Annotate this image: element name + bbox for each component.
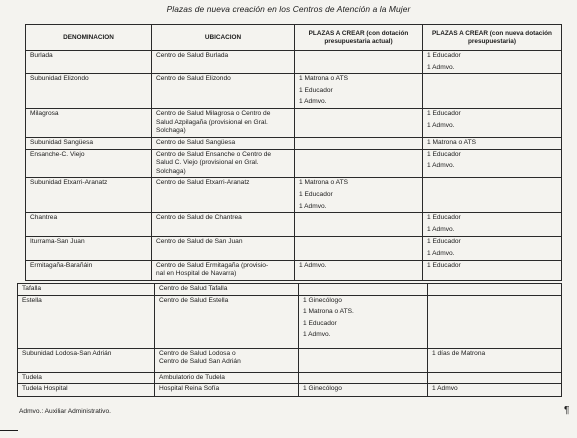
cell-line: Solchaga) <box>156 127 186 135</box>
cell-line: 1 Ginecólogo <box>303 385 342 393</box>
cell-line: Centro de Salud Sangüesa <box>156 138 236 146</box>
cell-denominacion: Estella <box>18 295 155 348</box>
table-row <box>26 74 562 109</box>
cell-ubicacion <box>155 348 299 372</box>
cell-line: Hospital Reina Sofía <box>159 385 220 393</box>
cell-plazas-actual <box>299 348 428 372</box>
cell-plazas-nueva <box>423 109 562 138</box>
footnote: Admvo.: Auxiliar Administrativo. <box>19 408 111 415</box>
cell-ubicacion <box>152 74 295 109</box>
table-row <box>26 149 562 178</box>
cell-ubicacion <box>155 372 299 384</box>
cell-line: 1 Admvo. <box>427 63 455 71</box>
cell-line: Centro de Salud de San Juan <box>156 238 243 246</box>
cell-plazas-actual <box>295 213 423 237</box>
cell-plazas-actual <box>295 260 423 280</box>
cell-denominacion: Subunidad Lodosa-San Adrián <box>18 348 155 372</box>
table-row <box>26 237 562 260</box>
cell-line: Centro de Salud Etxarri-Aranatz <box>156 179 250 187</box>
cell-plazas-actual <box>295 51 423 74</box>
cell-line: Centro de Salud Elizondo <box>156 75 231 83</box>
cell-plazas-nueva <box>428 295 562 348</box>
cell-plazas-nueva <box>423 137 562 149</box>
cell-line: Ambulatorio de Tudela <box>159 373 225 381</box>
table-row <box>26 137 562 149</box>
margin-rule <box>0 430 18 431</box>
cell-plazas-nueva <box>428 384 562 397</box>
cell-line: 1 Educador <box>427 110 461 118</box>
cell-line: Centro de Salud Ermitagaña (provisio- <box>156 261 269 269</box>
cell-line: 1 Admvo. <box>299 261 327 269</box>
cell-denominacion: Chantrea <box>26 213 152 237</box>
cell-line: 1 Educador <box>427 52 461 59</box>
table-row <box>18 295 562 348</box>
cell-denominacion: Iturrama-San Juan <box>26 237 152 260</box>
cell-line: 1 Educador <box>299 86 333 94</box>
cell-denominacion: Ermitagaña-Barañáin <box>26 260 152 280</box>
cell-line: Salud Azpilagaña (provisional en Gral. <box>156 118 268 126</box>
cell-denominacion: Subunidad Sangüesa <box>26 137 152 149</box>
cell-denominacion: Tudela <box>18 372 155 384</box>
cell-plazas-nueva <box>423 149 562 178</box>
page-title: Plazas de nueva creación en los Centros de Atención a la Mujer <box>166 4 411 14</box>
cell-plazas-actual <box>299 284 428 296</box>
cell-line: Centro de Salud Ensanche o Centro de <box>156 150 272 158</box>
header-plazas-dotacion-actual: PLAZAS A CREAR (con dotación presupuestaria actual) <box>295 25 423 51</box>
header-denominacion: DENOMINACION <box>26 25 152 51</box>
pilcrow-mark: ¶ <box>564 405 570 416</box>
cell-plazas-nueva <box>423 74 562 109</box>
table-row <box>26 109 562 138</box>
table-row <box>26 213 562 237</box>
cell-plazas-nueva <box>423 213 562 237</box>
header-ubicacion: UBICACION <box>152 25 295 51</box>
cell-plazas-actual <box>295 149 423 178</box>
cell-plazas-nueva <box>423 237 562 260</box>
cell-denominacion: Tudela Hospital <box>18 384 155 397</box>
cell-denominacion: Milagrosa <box>26 109 152 138</box>
table-row <box>18 384 562 397</box>
plazas-table-pamplona <box>25 24 562 281</box>
cell-line: 1 Admvo. <box>303 331 331 339</box>
cell-ubicacion <box>152 237 295 260</box>
cell-line: 1 días de Matrona <box>432 349 486 357</box>
cell-ubicacion <box>152 109 295 138</box>
cell-denominacion: Subunidad Etxarri-Aranatz <box>26 178 152 213</box>
cell-line: 1 Educador <box>427 150 461 158</box>
cell-line: 1 Admvo. <box>427 162 455 170</box>
cell-ubicacion <box>152 213 295 237</box>
table-row <box>18 284 562 296</box>
cell-plazas-actual <box>295 109 423 138</box>
cell-line: 1 Matrona o ATS <box>427 138 476 146</box>
cell-ubicacion <box>155 295 299 348</box>
cell-line: 1 Educador <box>427 261 461 269</box>
cell-plazas-nueva <box>423 178 562 213</box>
cell-plazas-nueva <box>428 284 562 296</box>
cell-line: 1 Educador <box>299 190 333 198</box>
cell-line: 1 Matrona o ATS <box>299 179 348 187</box>
cell-line: Solchaga) <box>156 167 186 175</box>
cell-ubicacion <box>152 51 295 74</box>
cell-line: 1 Matrona o ATS <box>299 75 348 83</box>
cell-line: 1 Admvo. <box>427 225 455 233</box>
table-row <box>26 51 562 74</box>
cell-plazas-actual <box>299 384 428 397</box>
cell-ubicacion <box>155 384 299 397</box>
cell-ubicacion <box>152 149 295 178</box>
cell-line: Centro de Salud Tafalla <box>159 285 228 292</box>
cell-line: 1 Matrona o ATS. <box>303 308 354 316</box>
cell-denominacion: Subunidad Elizondo <box>26 74 152 109</box>
cell-denominacion: Burlada <box>26 51 152 74</box>
cell-line: 1 Admvo. <box>299 202 327 210</box>
cell-plazas-actual <box>299 295 428 348</box>
cell-plazas-actual <box>299 372 428 384</box>
cell-line: 1 Educador <box>427 238 461 246</box>
cell-line: 1 Admvo. <box>427 249 455 257</box>
cell-ubicacion <box>152 137 295 149</box>
cell-ubicacion <box>152 178 295 213</box>
cell-line: 1 Admvo. <box>427 121 455 129</box>
table-row <box>18 372 562 384</box>
cell-line: 1 Ginecólogo <box>303 296 342 304</box>
cell-denominacion: Ensanche-C. Viejo <box>26 149 152 178</box>
cell-line: 1 Admvo. <box>299 98 327 106</box>
cell-line: Centro de Salud de Chantrea <box>156 214 242 222</box>
cell-plazas-nueva <box>428 348 562 372</box>
cell-line: nal en Hospital de Navarra) <box>156 270 237 278</box>
header-plazas-nueva-dotacion: PLAZAS A CREAR (con nueva dotación presupuestaria) <box>423 25 562 51</box>
cell-line: Centro de Salud Milagrosa o Centro de <box>156 110 271 118</box>
cell-plazas-actual <box>295 137 423 149</box>
table-row <box>26 260 562 280</box>
cell-ubicacion <box>155 284 299 296</box>
plazas-table-zonas <box>17 283 562 397</box>
cell-line: Centro de Salud Lodosa o <box>159 349 236 357</box>
table-row <box>18 348 562 372</box>
cell-line: 1 Educador <box>427 214 461 222</box>
cell-denominacion: Tafalla <box>18 284 155 296</box>
cell-ubicacion <box>152 260 295 280</box>
cell-plazas-nueva <box>423 260 562 280</box>
cell-line: 1 Educador <box>303 319 337 327</box>
cell-line: Centro de Salud San Adrián <box>159 358 241 366</box>
cell-line: Centro de Salud Estella <box>159 296 229 304</box>
cell-plazas-actual <box>295 74 423 109</box>
cell-line: 1 Admvo <box>432 385 458 393</box>
cell-line: Salud C. Viejo (provisional en Gral. <box>156 159 259 167</box>
table-row <box>26 178 562 213</box>
cell-plazas-nueva <box>428 372 562 384</box>
cell-plazas-actual <box>295 178 423 213</box>
cell-plazas-actual <box>295 237 423 260</box>
cell-line: Centro de Salud Burlada <box>156 52 229 59</box>
cell-plazas-nueva <box>423 51 562 74</box>
